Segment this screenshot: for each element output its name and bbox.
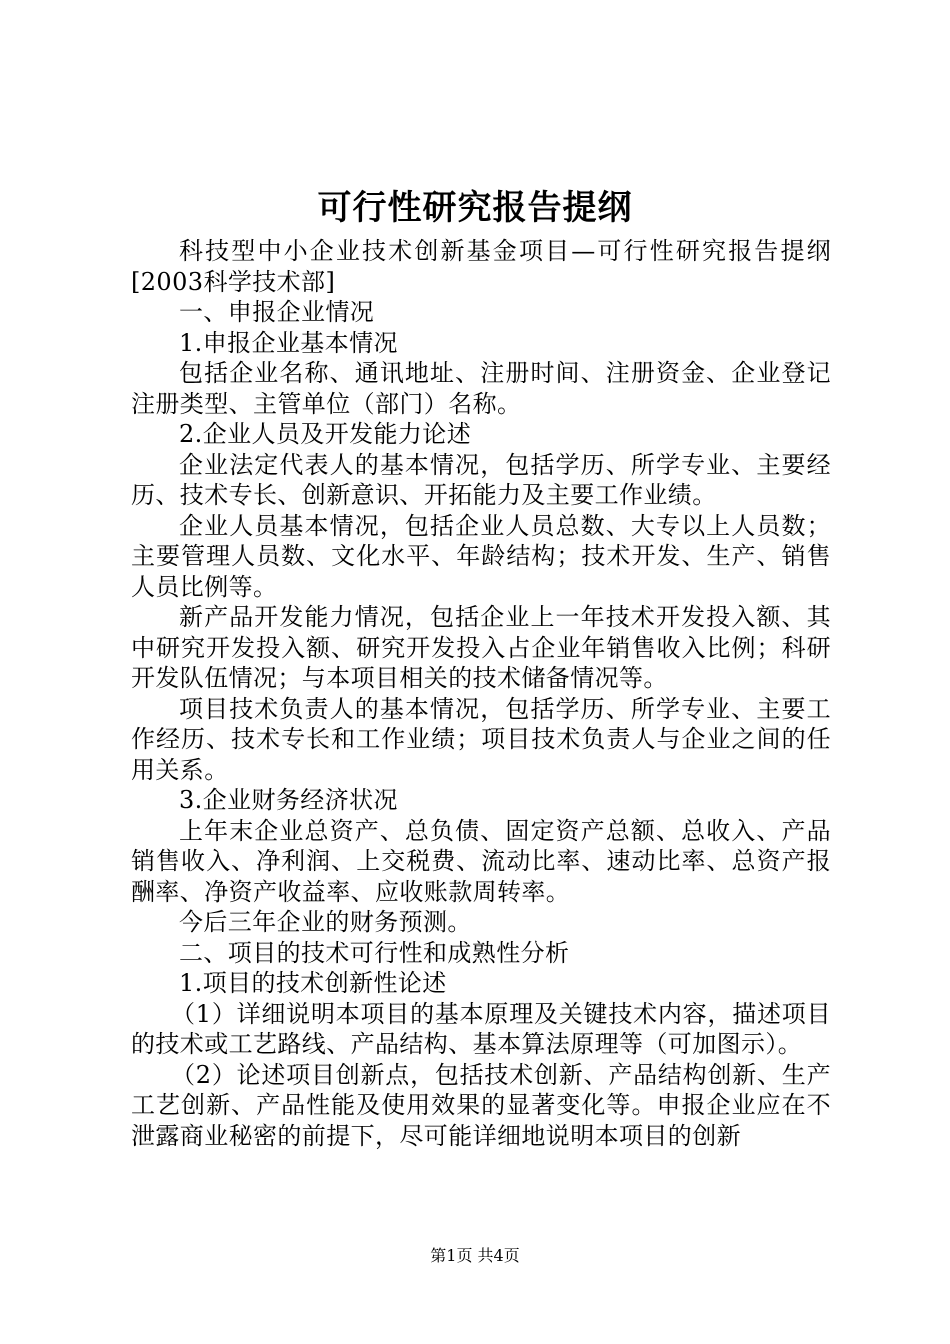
body-paragraph: 新产品开发能力情况，包括企业上一年技术开发投入额、其中研究开发投入额、研究开发投入占企业年销售收入比例；科研开发队伍情况；与本项目相关的技术储备情况等。 — [131, 603, 831, 692]
numbered-item: （1）详细说明本项目的基本原理及关键技术内容，描述项目的技术或工艺路线、产品结构、基本算法原理等（可加图示）。 — [131, 999, 831, 1058]
document-body — [131, 236, 831, 1151]
body-paragraph: 上年末企业总资产、总负债、固定资产总额、总收入、产品销售收入、净利润、上交税费、流动比率、速动比率、总资产报酬率、净资产收益率、应收账款周转率。 — [131, 816, 831, 906]
document-title: 可行性研究报告提纲 — [317, 188, 633, 228]
subsection-heading-1-2: 2.企业人员及开发能力论述 — [179, 420, 472, 448]
numbered-item: （2）论述项目创新点，包括技术创新、产品结构创新、生产工艺创新、产品性能及使用效果的显著变化等。申报企业应在不泄露商业秘密的前提下，尽可能详细地说明本项目的创新 — [131, 1060, 831, 1150]
page-footer: 第1页 共4页 — [430, 1246, 520, 1265]
body-paragraph: 今后三年企业的财务预测。 — [179, 908, 472, 936]
body-paragraph: 包括企业名称、通讯地址、注册时间、注册资金、企业登记注册类型、主管单位（部门）名称。 — [131, 359, 831, 418]
body-paragraph: 企业法定代表人的基本情况，包括学历、所学专业、主要经历、技术专长、创新意识、开拓能力及主要工作业绩。 — [131, 450, 831, 509]
subsection-heading-2-1: 1.项目的技术创新性论述 — [179, 969, 447, 997]
subsection-heading-1-3: 3.企业财务经济状况 — [179, 786, 398, 814]
body-paragraph: 项目技术负责人的基本情况，包括学历、所学专业、主要工作经历、技术专长和工作业绩；项目技术负责人与企业之间的任用关系。 — [131, 694, 831, 784]
body-paragraph: 企业人员基本情况，包括企业人员总数、大专以上人员数；主要管理人员数、文化水平、年龄结构；技术开发、生产、销售人员比例等。 — [131, 511, 831, 601]
intro-paragraph: 科技型中小企业技术创新基金项目—可行性研究报告提纲[2003科学技术部] — [131, 237, 831, 296]
section-heading-1: 一、申报企业情况 — [179, 298, 375, 326]
section-heading-2: 二、项目的技术可行性和成熟性分析 — [179, 938, 570, 967]
subsection-heading-1-1: 1.申报企业基本情况 — [179, 328, 398, 357]
